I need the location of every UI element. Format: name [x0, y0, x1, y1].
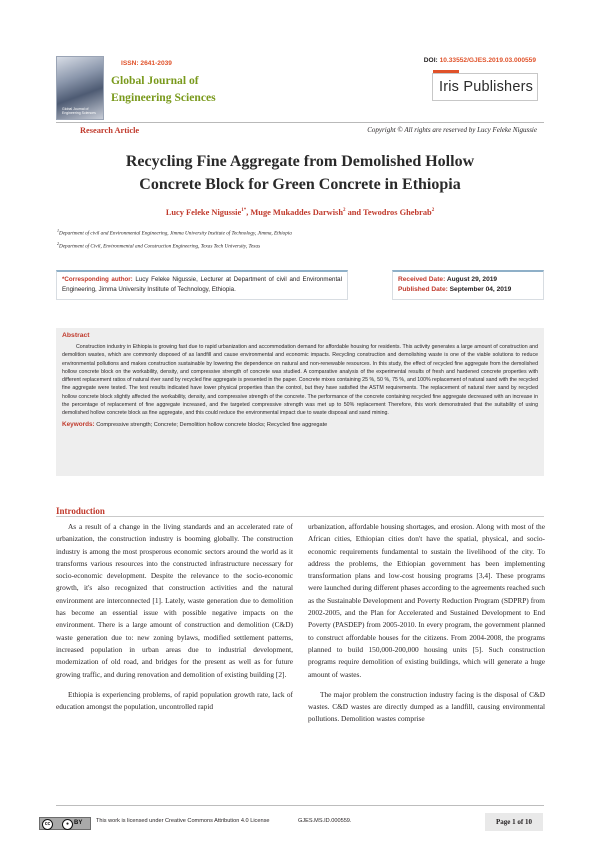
creative-commons-badge[interactable]	[39, 817, 91, 830]
introduction-divider	[56, 516, 544, 517]
author-sep-2: and	[345, 208, 364, 217]
introduction-heading: Introduction	[56, 506, 105, 516]
paragraph: Ethiopia is experiencing problems, of rapid population growth rate, lack of education amongst the population, uncontrolled rapid	[56, 689, 293, 712]
doi-label: DOI:	[423, 57, 438, 64]
received-value: August 29, 2019	[445, 276, 498, 283]
journal-cover-image	[56, 56, 104, 120]
article-type: Research Article	[80, 126, 140, 135]
abstract-box	[56, 328, 544, 476]
correspondence-text: Lucy Feleke Nigussie, Lecturer at Department of civil and Environmental Engineering, Jimma University Institute of Technology, Ethiopia.	[62, 276, 342, 293]
affiliation-1-text: Department of civil and Environmental Engineering, Jimma University Institute of Technology, Jimma, Ethiopia	[59, 230, 292, 237]
journal-name-line1: Global Journal of	[111, 74, 199, 87]
affiliation-1-sup: 1	[57, 228, 59, 233]
copyright-notice: Copyright © All rights are reserved by Lucy Feleke Nigussie	[367, 126, 537, 134]
title-line1: Recycling Fine Aggregate from Demolished Hollow	[125, 153, 475, 170]
author-sep-1: ,	[246, 208, 251, 217]
footer-manuscript-id: GJES.MS.ID.000559.	[298, 818, 352, 824]
keywords-text: Compressive strength; Concrete; Demolition hollow concrete blocks; Recycled fine aggregate	[94, 421, 328, 428]
paragraph: urbanization, affordable housing shortages, and erosion. Along with most of the African cities, Ethiopian cities don't have the spatial, physical, and socio-economic requirements fundamental to sustain the livelihood of the city. To address the problems, the Ethiopian government has been implementing transformation plans and low-cost housing programs [3,4]. These programs were launched during different phases according to the agreements reached such as the Sustainable Development and Poverty Reduction Program (SDPRP) from 2002-2005, and the Plan for Accelerated and Sustained Development to End Poverty (PASDEP) from 2005-2010. In every program, the government planned to construct affordable houses for the citizens. From 2004-2008, the programs planned to build 150,000-200,000 housing units [5]. Such construction programs require demolition of existing buildings, which will generate a huge amount of wastes.	[308, 522, 545, 679]
author-1-sup: 1*	[241, 208, 247, 214]
body-column-right	[308, 521, 545, 734]
publisher-name: Iris Publishers	[439, 79, 534, 95]
header-divider	[56, 122, 544, 123]
license-text: This work is licensed under Creative Commons Attribution 4.0 License	[96, 818, 270, 824]
title-line2: Concrete Block for Green Concrete in Ethiopia	[139, 176, 461, 193]
published-value: September 04, 2019	[447, 286, 512, 293]
footer-divider	[56, 805, 544, 806]
body-column-left	[56, 521, 293, 721]
journal-name	[111, 72, 216, 106]
author-2-sup: 2	[342, 208, 346, 214]
affiliation-2	[57, 241, 260, 250]
logo-accent-bar	[433, 70, 459, 73]
paragraph: As a result of a change in the living standards and an accelerated rate of urbanization, the construction industry is booming globally. The construction industry is among the most prosperous economic sectors around the world as it transforms various resources into the constructed infrastructure necessary for socio-economic development. Despite the relevance to the socio-economic growth, it's also recognized that construction activities and the natural environment are interconnected [1]. Lately, waste generation due to demolition has become an essential issue with possible negative impacts on the environment. There is a large amount of construction and demolition (C&D) waste generation due to: new zoning bylaws, modified settlement patterns, increased population in urban areas due to industrial development, modernization of old road, and bridges for the present as well as for future growing traffic, and during renovation and demolition of existing building [2].	[56, 522, 293, 679]
abstract-text: Construction industry in Ethiopia is growing fast due to rapid urbanization and accommodation demand for affordable housing for residents. This activity generates a large amount of construction and demolition wastes, which are commonly disposed of as landfill and cause environmental and economic impacts. Recycling construction and demolishing waste is one of the viable solutions to reduce environmental pollutions and makes construction sustainable by lowering the dependence on natural and non-renewable resources. In this study, the effect of recycled fine aggregate from the demolished hollow concrete block on the workability, density, and compressive strength of concrete was studied. A comparative analysis of the experimental results of fresh and hardened concrete properties with different replacement ratios of natural river sand by recycled fine aggregate is presented in the paper. Concrete mixes containing 25 %, 50 %, 75 %, and 100% replacement of natural sand with the recycled fine aggregate were tested. The test results indicated have lower physical properties than the control, but they have satisfied the ASTM requirements. The replacement of natural river sand by recycled hollow concrete block slightly affected the workability, density, and compressive strength of the concrete. The performance of the concrete containing recycled fine aggregate decreased with an increase in the percentage of replacement of fine aggregate increased, and the targeted compressive strength was met up to 50% replacement Therefore, this work demonstrated that the suitability of using demolished hollow concrete block as fine aggregate, and this could reduce the environmental impact due to waste disposal and sand mining.	[62, 344, 538, 417]
received-label: Received Date:	[398, 276, 446, 283]
affiliation-2-text: Department of Civil, Environmental and Construction Engineering, Texas Tech University, Texas	[59, 243, 261, 250]
published-label: Published Date:	[398, 286, 448, 293]
doi	[424, 57, 536, 64]
cover-title: Global Journal of Engineering Sciences	[62, 107, 96, 115]
doi-link[interactable]: 10.33552/GJES.2019.03.000559	[439, 57, 536, 64]
author-list	[56, 208, 544, 217]
published-date	[398, 285, 538, 295]
paper-title	[56, 150, 544, 196]
keywords-label: Keywords:	[62, 420, 95, 428]
issn: ISSN: 2641-2039	[121, 60, 172, 67]
author-1: Lucy Feleke Nigussie	[165, 208, 242, 217]
journal-name-line2: Engineering Sciences	[111, 91, 216, 104]
author-3-sup: 2	[431, 208, 435, 214]
affiliation-1	[57, 228, 292, 237]
dates-box	[392, 270, 544, 300]
publisher-logo	[432, 73, 538, 101]
correspondence-box	[56, 270, 348, 300]
affiliation-2-sup: 2	[57, 241, 59, 246]
received-date	[398, 275, 538, 285]
cc-icon: cc	[42, 819, 53, 830]
person-icon: ●	[62, 819, 73, 830]
author-3: Tewodros Ghebrab	[363, 208, 432, 217]
paragraph: The major problem the construction industry facing is the disposal of C&D wastes. C&D wastes are directly dumped as a landfill, causing environmental pollutions. Demolition wastes comprise	[308, 689, 545, 724]
correspondence-label: *Corresponding author:	[62, 276, 133, 283]
author-2: Muge Mukaddes Darwish	[250, 208, 343, 217]
by-label: BY	[74, 820, 83, 826]
abstract-heading: Abstract	[62, 332, 90, 339]
keywords	[62, 421, 538, 428]
page-number: Page 1 of 10	[485, 813, 543, 831]
